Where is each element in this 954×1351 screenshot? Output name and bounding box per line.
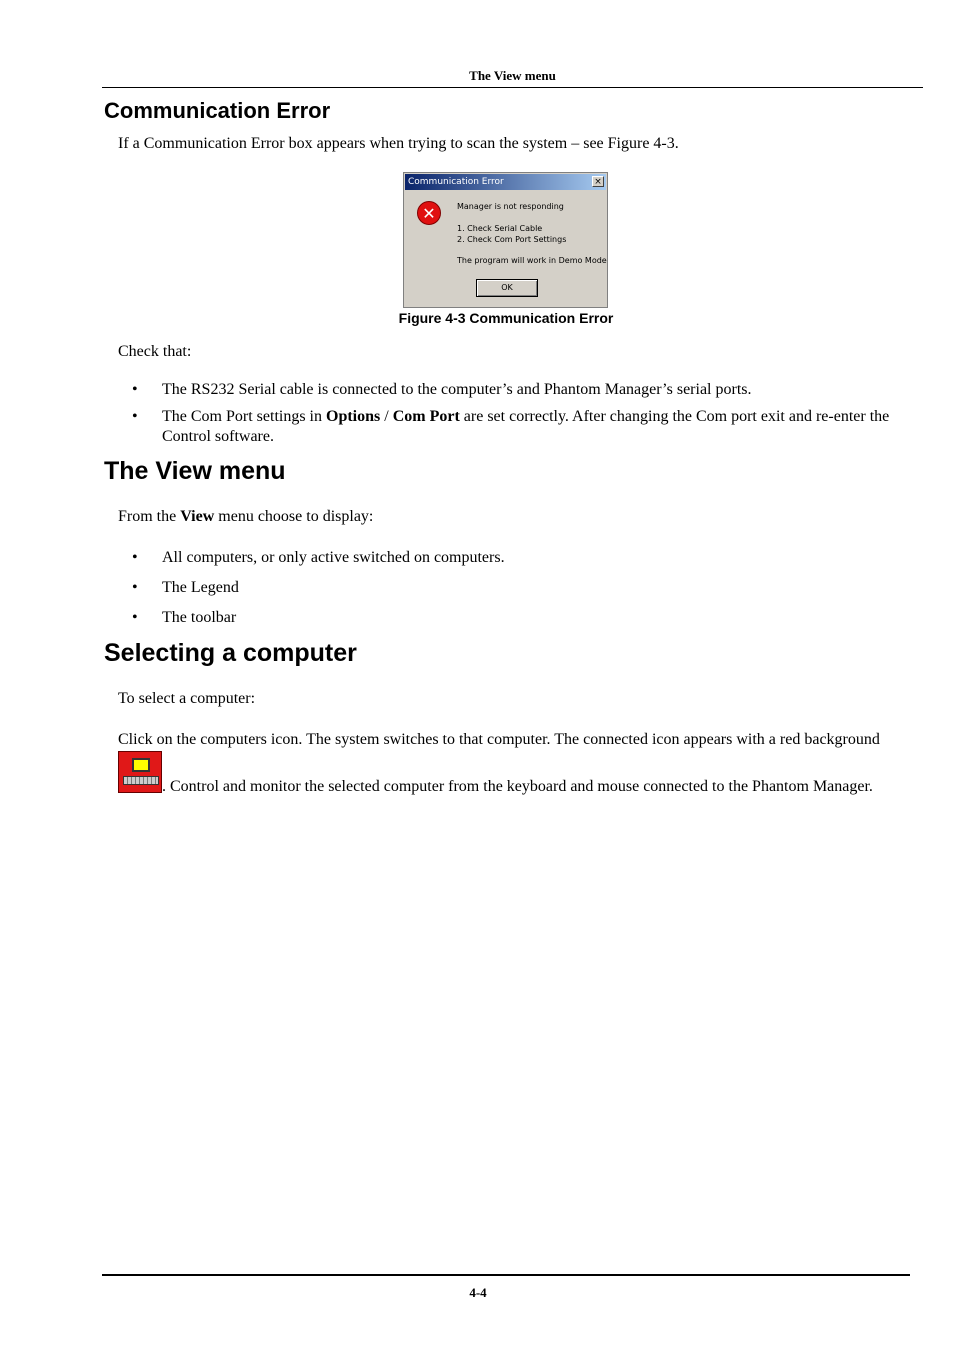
page-number: 4-4: [469, 1285, 487, 1300]
list-item: • The Com Port settings in Options / Com Port are set correctly. After changing the Com port exit and re-enter the Control software.: [118, 407, 908, 447]
list-item: • All computers, or only active switched on computers.: [118, 548, 908, 568]
list-item: • The RS232 Serial cable is connected to the computer’s and Phantom Manager’s serial ports.: [118, 380, 908, 400]
heading-selecting-computer: Selecting a computer: [104, 639, 357, 667]
footer-rule: [102, 1274, 910, 1276]
dialog-message-line2: 1. Check Serial Cable: [457, 224, 543, 233]
error-icon: ✕: [417, 201, 441, 225]
dialog-title-bar: [405, 174, 606, 190]
check-list: [118, 380, 908, 447]
dialog-message-line3: 2. Check Com Port Settings: [457, 235, 567, 244]
heading-view-menu: The View menu: [104, 457, 286, 485]
paragraph-view-intro: From the View menu choose to display:: [118, 508, 374, 525]
dialog-message-line1: Manager is not responding: [457, 202, 564, 211]
connected-computer-icon: [118, 751, 162, 793]
close-icon[interactable]: ×: [592, 176, 604, 187]
paragraph-check-that: Check that:: [118, 343, 192, 360]
dialog-message-line4: The program will work in Demo Mode: [457, 256, 607, 265]
running-header: The View menu: [102, 68, 923, 88]
list-item: • The Legend: [118, 578, 908, 598]
dialog-title: Communication Error: [408, 177, 504, 187]
heading-communication-error: Communication Error: [104, 98, 331, 123]
ok-button[interactable]: OK: [476, 279, 538, 297]
paragraph-comm-intro: If a Communication Error box appears when trying to scan the system – see Figure 4-3.: [118, 135, 679, 152]
paragraph-select-instructions: Click on the computers icon. The system switches to that computer. The connected icon appears with a red background . Control and monitor the selected computer from the keyboard and mouse connected to the Phantom Manager.: [118, 731, 880, 795]
view-list: [118, 548, 908, 628]
figure-caption: Figure 4-3 Communication Error: [398, 310, 614, 326]
list-item: • The toolbar: [118, 608, 908, 628]
paragraph-select-intro: To select a computer:: [118, 690, 256, 707]
communication-error-dialog: [403, 172, 608, 308]
